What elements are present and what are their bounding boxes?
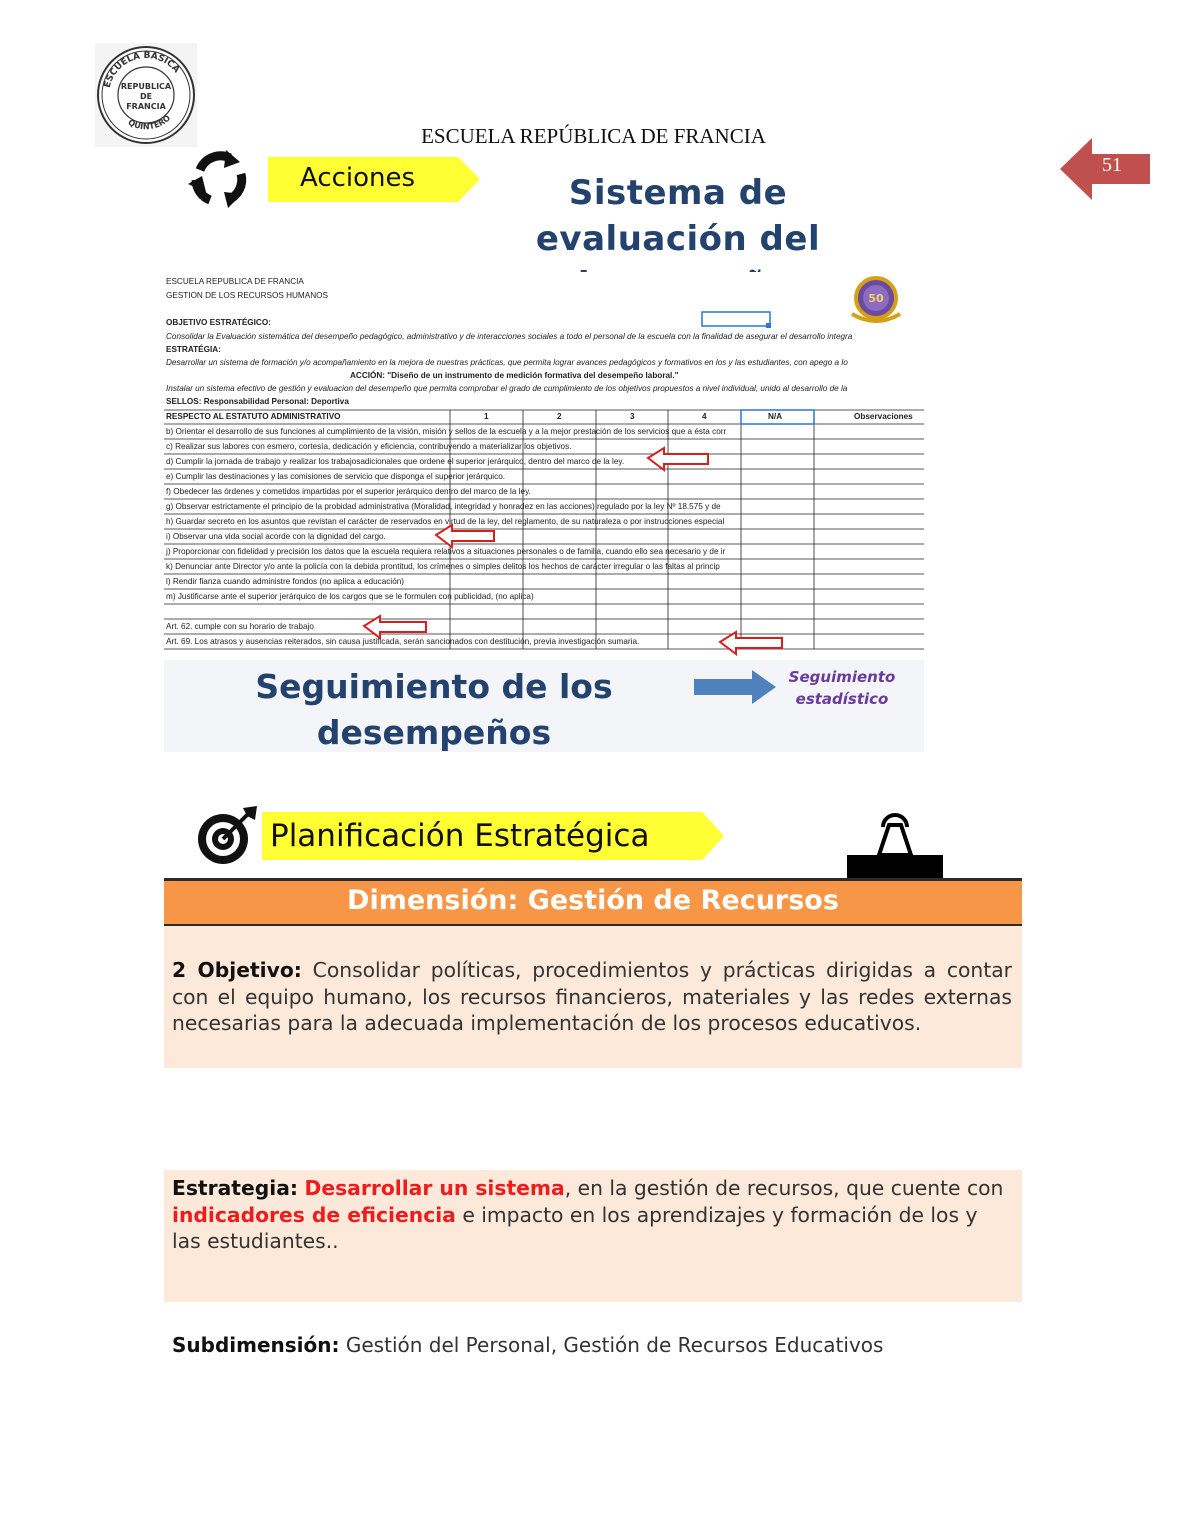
planificacion-label: Planificación Estratégica: [270, 818, 650, 854]
estrategia-highlight-2: indicadores de eficiencia: [172, 1202, 456, 1227]
sheet-est-text: Desarrollar un sistema de formación y/o acompañamiento en la mejora de nuestras prácticas, que permita lograr avances pedagógicos y formativos en los y las estudiantes, con apego a lo: [166, 358, 848, 367]
acciones-label: Acciones: [300, 163, 416, 193]
dimension-label: Dimensión: Gestión de Recursos: [347, 885, 839, 916]
objetivo-label: 2 Objetivo:: [172, 958, 302, 982]
subdimension-label: Subdimensión:: [172, 1333, 340, 1357]
sheet-row: e) Cumplir las destinaciones y las comisiones de servicio que disponga el superior jerárquico.: [166, 472, 506, 481]
sheet-row: l) Rendir fianza cuando administre fondos (no aplica a educación): [166, 577, 405, 586]
seguimiento-note: Seguimiento estadístico: [788, 668, 896, 708]
subdimension-text: [172, 1333, 1012, 1357]
estrategia-end: e impacto en los aprendizajes y formación de los y las estudiantes..: [172, 1202, 978, 1254]
estrategia-highlight-1: Desarrollar un sistema: [304, 1176, 565, 1200]
sheet-row: h) Guardar secreto en los asuntos que revistan el carácter de reservados en virtud de la ley, del reglamento, de su naturaleza o por instrucciones especial: [166, 517, 725, 526]
sheet-row: c) Realizar sus labores con esmero, cortesía, dedicación y eficiencia, contribuyendo a materializar los objetivos.: [166, 442, 572, 451]
sheet-row: j) Proporcionar con fidelidad y precisión los datos que la escuela requiera relativos a situaciones personales o de familia, cuando ello sea necesario y de ir: [166, 547, 726, 556]
sheet-col-na: N/A: [768, 412, 783, 421]
seal-center-2: DE: [139, 92, 153, 101]
sheet-col-observaciones: Observaciones: [854, 412, 913, 421]
estrategia-label: Estrategia:: [172, 1176, 299, 1200]
sheet-col-3: 3: [630, 412, 635, 421]
sheet-instalar: Instalar un sistema efectivo de gestión y evaluacion del desempeño que permita comprobar el grado de cumplimiento de los objetivos propuestos a nivel individual, unido al desarrollo de la: [166, 384, 848, 393]
sheet-row: b) Orientar el desarrollo de sus funciones al cumplimiento de la visión, misión y sellos de la escuela y a la mejor prestación de los servicios que a ésta corr: [166, 427, 727, 436]
sheet-row: g) Observar estrictamente el principio de la probidad administrativa (Moralidad, integridad y honradez en las acciones) regulado por la ley Nº 18.575 y de: [166, 502, 721, 511]
cycle-arrows-icon: [186, 148, 252, 210]
target-icon: [195, 804, 259, 866]
sheet-col-2: 2: [557, 412, 562, 421]
sheet-col-4: 4: [702, 412, 707, 421]
estrategia-text: [172, 1175, 1012, 1255]
sheet-row: k) Denunciar ante Director y/o ante la policía con la debida prontitud, los crímenes o simples delitos los hechos de carácter irregular o las faltas al princip: [166, 562, 720, 571]
seal-ring-top: ESCUELA BASICA: [102, 50, 182, 89]
sheet-row: d) Cumplir la jornada de trabajo y realizar los trabajosadicionales que ordene el superior jerárquico, dentro del marco de la ley.: [166, 457, 625, 466]
sheet-row: m) Justificarse ante el superior jerárquico de los cargos que se le formulen con publicidad, (no aplica): [166, 592, 534, 601]
sheet-row: f) Obedecer las órdenes y cometidos impartidas por el superior jerárquico dentro del marco de la ley.: [166, 487, 531, 496]
sheet-dept: GESTION DE LOS RECURSOS HUMANOS: [166, 291, 328, 300]
sheet-obj-text: Consolidar la Evaluación sistemática del desempeño pedagógico, administrativo y de interacciones sociales a todo el personal de la escuela con la finalidad de asegurar el desarrollo integra: [166, 332, 853, 341]
estrategia-mid: , en la gestión de recursos, que cuente con: [564, 1176, 1004, 1200]
seal-ring-bottom: QUINTERO: [126, 113, 173, 132]
subdimension-body: Gestión del Personal, Gestión de Recursos Educativos: [345, 1333, 884, 1357]
right-arrow-icon: [694, 670, 776, 704]
sheet-row: i) Observar una vida social acorde con la dignidad del cargo.: [166, 532, 386, 541]
sheet-sellos: SELLOS: Responsabilidad Personal: Deportiva: [166, 397, 349, 406]
svg-text:50: 50: [868, 292, 884, 305]
sheet-school: ESCUELA REPUBLICA DE FRANCIA: [166, 277, 304, 286]
school-header: ESCUELA REPÚBLICA DE FRANCIA: [421, 124, 766, 148]
seal-center-3: FRANCIA: [126, 102, 166, 111]
objetivo-text: [172, 957, 1012, 1037]
page-number: 51: [1102, 154, 1122, 176]
seguimiento-title: Seguimiento de los desempeños: [255, 667, 613, 752]
spreadsheet-grid: [164, 272, 924, 662]
evaluation-spreadsheet: [164, 272, 924, 752]
sheet-row: Art. 69. Los atrasos y ausencias reiterados, sin causa justificada, serán sancionados con destitución, previa investigación sumaria.: [166, 637, 640, 646]
sheet-est-label: ESTRATÉGIA:: [166, 345, 221, 354]
sheet-col-header: RESPECTO AL ESTATUTO ADMINISTRATIVO: [166, 412, 341, 421]
sheet-row: Art. 62. cumple con su horario de trabajo: [166, 622, 314, 631]
sheet-col-1: 1: [484, 412, 489, 421]
objetivo-body: Consolidar políticas, procedimientos y prácticas dirigidas a contar con el equipo humano, los recursos financieros, materiales y las redes externas necesarias para la adecuada implementación de los procesos educativos.: [172, 958, 1012, 1036]
sistema-title: Sistema de evaluación del: [535, 173, 821, 259]
sheet-accion: ACCIÓN: "Diseño de un instrumento de medición formativa del desempeño laboral.": [350, 371, 679, 380]
sheet-obj-label: OBJETIVO ESTRATÉGICO:: [166, 318, 271, 327]
seal-center-1: REPUBLICA: [120, 82, 172, 91]
